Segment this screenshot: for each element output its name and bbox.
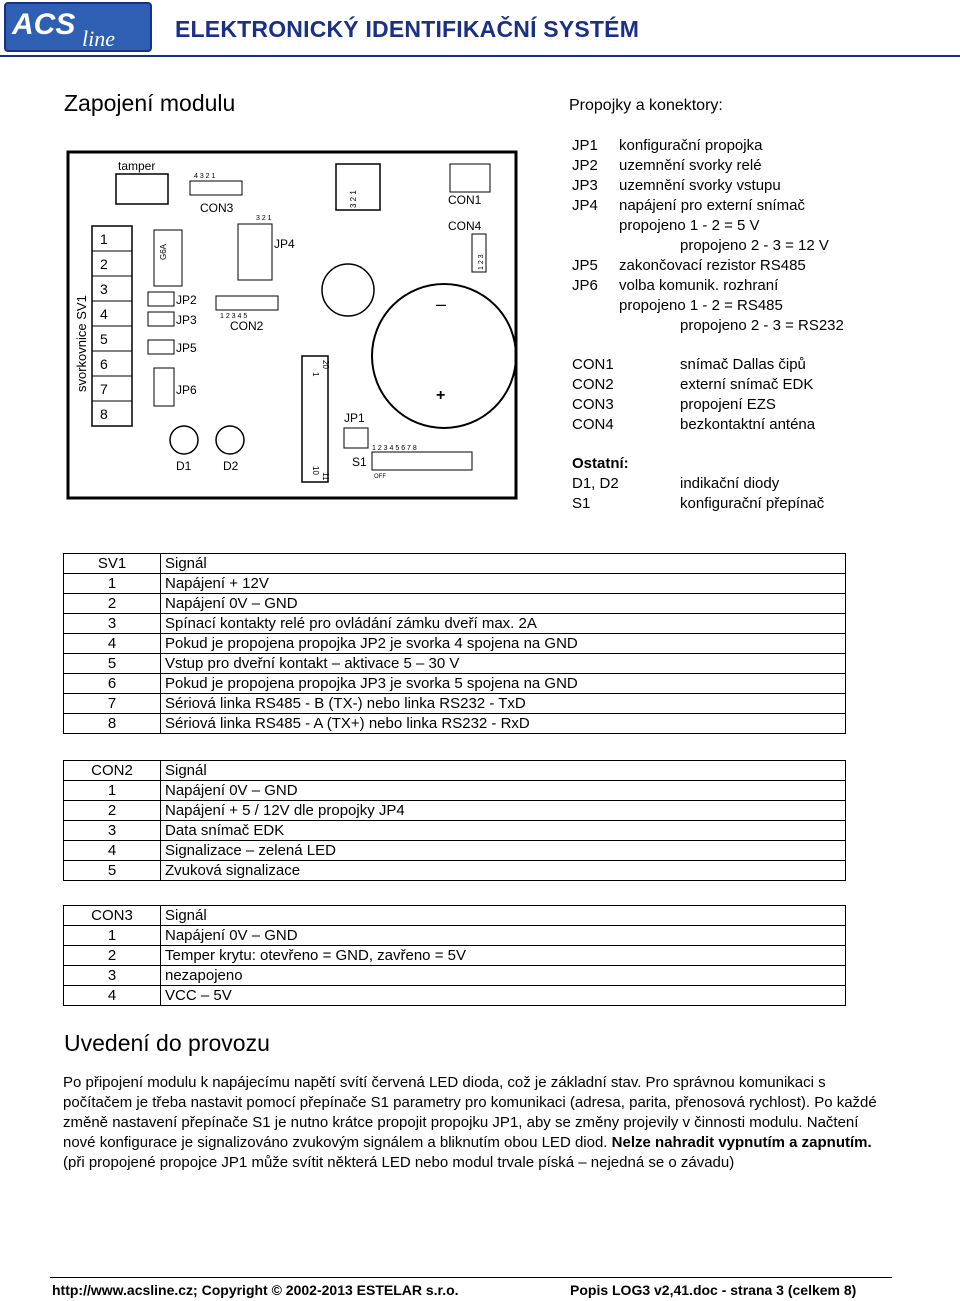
legend-desc: uzemnění svorky vstupu: [619, 177, 781, 194]
intro-paragraph: [63, 1073, 893, 1173]
footer-divider: [50, 1277, 892, 1278]
table-row: [64, 801, 846, 821]
cell-signal: Temper krytu: otevřeno = GND, zavřeno = 5V: [161, 946, 846, 966]
cell-number: 1: [64, 781, 161, 801]
legend-desc: propojeno 1 - 2 = RS485: [619, 297, 783, 314]
board-con3-pins: 4 3 2 1: [194, 173, 216, 180]
board-plus: +: [436, 387, 446, 404]
cell-signal: Napájení 0V – GND: [161, 926, 846, 946]
cell-signal: nezapojeno: [161, 966, 846, 986]
board-d1-label: D1: [176, 459, 192, 473]
cell-signal: Zvuková signalizace: [161, 861, 846, 881]
board-ic-top2: 20: [321, 360, 330, 369]
legend-desc: volba komunik. rozhraní: [619, 277, 779, 294]
board-con3-label: CON3: [200, 201, 234, 215]
board-reg-pins: 3 2 1: [349, 190, 358, 208]
table-row: [64, 674, 846, 694]
board-jp4-pins: 3 2 1: [256, 215, 272, 222]
cell-number: 1: [64, 926, 161, 946]
terminal-number: 6: [100, 356, 108, 372]
terminal-number: 1: [100, 231, 108, 247]
table-row: [64, 966, 846, 986]
terminal-number: 5: [100, 331, 108, 347]
cell-signal: Signál: [161, 761, 846, 781]
legend-desc: zakončovací rezistor RS485: [619, 257, 806, 274]
terminal-number: 3: [100, 281, 108, 297]
legend-key: JP5: [572, 257, 598, 274]
board-con1-label: CON1: [448, 193, 482, 207]
cell-number: 5: [64, 861, 161, 881]
para-text: Po připojení modulu k napájecímu napětí svítí červená LED dioda, což je základní stav. Pro správnou komunikaci s počítačem je třeba nastavit pomocí přepínače S1 parametry pro komunikaci (adresa, parita, přenosová rychlost). Po každé změně nastavení přepínače S1 je nutno krátce propojit propojku JP1, aby se změny projevily v činnosti modulu. Načtení nové konfigurace je signalizováno zvukovým signálem a bliknutím obou LED diod.: [63, 1074, 877, 1151]
legend-key: CON1: [572, 356, 614, 373]
board-sv1-label: svorkovnice SV1: [74, 295, 89, 392]
cell-signal: Vstup pro dveřní kontakt – aktivace 5 – 30 V: [161, 654, 846, 674]
header-divider: [0, 55, 960, 57]
section-title-zapojeni: Zapojení modulu: [64, 90, 236, 116]
legend-key: JP1: [572, 137, 598, 154]
legend-other-heading: Ostatní:: [572, 455, 629, 472]
legend-key: JP3: [572, 177, 598, 194]
cell-number: CON2: [64, 761, 161, 781]
cell-number: 2: [64, 594, 161, 614]
table-row: [64, 926, 846, 946]
legend-key: JP4: [572, 197, 598, 214]
cell-signal: Data snímač EDK: [161, 821, 846, 841]
header-title: ELEKTRONICKÝ IDENTIFIKAČNÍ SYSTÉM: [175, 16, 640, 42]
section-title-uvedeni: Uvedení do provozu: [64, 1030, 270, 1056]
para-note: (při propojené propojce JP1 může svítit některá LED nebo modul trvale píská – nejedná se o závadu): [63, 1154, 735, 1171]
legend-key: JP6: [572, 277, 598, 294]
legend-desc: bezkontaktní anténa: [680, 416, 816, 433]
board-con2-label: CON2: [230, 319, 264, 333]
table-row: [64, 694, 846, 714]
footer-copyright: http://www.acsline.cz; Copyright © 2002-2013 ESTELAR s.r.o.: [52, 1282, 459, 1298]
board-jp1-label: JP1: [344, 411, 365, 425]
board-s1-off: OFF: [374, 474, 386, 480]
board-con2-pins: 1 2 3 4 5: [220, 313, 248, 320]
board-jp4-label: JP4: [274, 237, 295, 251]
svg-text:line: line: [82, 26, 115, 51]
legend-key: CON2: [572, 376, 614, 393]
board-con4-label: CON4: [448, 219, 482, 233]
cell-signal: Signál: [161, 554, 846, 574]
board-s1-label: S1: [352, 455, 367, 469]
cell-number: 4: [64, 986, 161, 1006]
legend-desc: propojení EZS: [680, 396, 776, 413]
board-ic-bottom: 10: [311, 466, 320, 475]
cell-number: 1: [64, 574, 161, 594]
board-con4-pins: 1 2 3: [478, 254, 485, 270]
board-ic-bottom2: 11: [321, 472, 330, 481]
table-sv1: [63, 553, 846, 734]
table-row: [64, 574, 846, 594]
table-header-row: [64, 554, 846, 574]
table-row: [64, 821, 846, 841]
cell-signal: Sériová linka RS485 - B (TX-) nebo linka RS232 - TxD: [161, 694, 846, 714]
cell-number: 3: [64, 821, 161, 841]
acs-line-logo: [4, 2, 152, 52]
board-d2-label: D2: [223, 459, 239, 473]
cell-number: 3: [64, 966, 161, 986]
para-bold: Nelze nahradit vypnutím a zapnutím.: [611, 1134, 872, 1151]
legend-desc: konfigurační propojka: [619, 137, 763, 154]
cell-number: CON3: [64, 906, 161, 926]
legend-desc: indikační diody: [680, 475, 780, 492]
board-g6a-label: G6A: [159, 243, 168, 260]
table-row: [64, 986, 846, 1006]
board-minus: –: [436, 294, 447, 314]
table-row: [64, 594, 846, 614]
table-row: [64, 634, 846, 654]
board-jp3-label: JP3: [176, 313, 197, 327]
cell-signal: Napájení + 12V: [161, 574, 846, 594]
table-row: [64, 861, 846, 881]
legend-desc: konfigurační přepínač: [680, 495, 825, 512]
table-row: [64, 614, 846, 634]
cell-signal: Signál: [161, 906, 846, 926]
cell-signal: Signalizace – zelená LED: [161, 841, 846, 861]
table-row: [64, 841, 846, 861]
legend-desc: uzemnění svorky relé: [619, 157, 762, 174]
legend-desc: propojeno 1 - 2 = 5 V: [619, 217, 760, 234]
cell-signal: Pokud je propojena propojka JP2 je svorka 4 spojena na GND: [161, 634, 846, 654]
terminal-number: 8: [100, 406, 108, 422]
cell-number: 2: [64, 801, 161, 821]
legend-key: CON3: [572, 396, 614, 413]
cell-number: SV1: [64, 554, 161, 574]
board-s1-pins: 1 2 3 4 5 6 7 8: [372, 445, 417, 452]
terminal-number: 7: [100, 381, 108, 397]
board-tamper-label: tamper: [118, 159, 156, 173]
cell-signal: VCC – 5V: [161, 986, 846, 1006]
legend-desc: propojeno 2 - 3 = 12 V: [680, 237, 829, 254]
table-header-row: [64, 761, 846, 781]
cell-signal: Spínací kontakty relé pro ovládání zámku dveří max. 2A: [161, 614, 846, 634]
table-row: [64, 654, 846, 674]
cell-number: 2: [64, 946, 161, 966]
table-row: [64, 781, 846, 801]
terminal-number: 2: [100, 256, 108, 272]
table-header-row: [64, 906, 846, 926]
cell-signal: Napájení 0V – GND: [161, 594, 846, 614]
cell-number: 4: [64, 634, 161, 654]
cell-number: 8: [64, 714, 161, 734]
cell-signal: Napájení + 5 / 12V dle propojky JP4: [161, 801, 846, 821]
cell-signal: Napájení 0V – GND: [161, 781, 846, 801]
board-diagram: [66, 150, 518, 500]
table-con2: [63, 760, 846, 881]
legend-desc: snímač Dallas čipů: [680, 356, 806, 373]
terminal-number: 4: [100, 306, 108, 322]
board-jp2-label: JP2: [176, 293, 197, 307]
board-jp5-label: JP5: [176, 341, 197, 355]
cell-signal: Pokud je propojena propojka JP3 je svorka 5 spojena na GND: [161, 674, 846, 694]
table-con3: [63, 905, 846, 1006]
cell-number: 4: [64, 841, 161, 861]
cell-number: 3: [64, 614, 161, 634]
legend-key: CON4: [572, 416, 614, 433]
legend-key: JP2: [572, 157, 598, 174]
board-ic-top: 1: [311, 372, 320, 377]
svg-text:ACS: ACS: [12, 8, 76, 41]
cell-number: 6: [64, 674, 161, 694]
legend-key: S1: [572, 495, 591, 512]
board-jp6-label: JP6: [176, 383, 197, 397]
legend-desc: externí snímač EDK: [680, 376, 814, 393]
table-row: [64, 714, 846, 734]
legend-desc: propojeno 2 - 3 = RS232: [680, 317, 844, 334]
legend-desc: napájení pro externí snímač: [619, 197, 805, 214]
table-row: [64, 946, 846, 966]
footer-page-info: Popis LOG3 v2,41.doc - strana 3 (celkem 8): [570, 1282, 857, 1298]
cell-number: 5: [64, 654, 161, 674]
legend-heading: Propojky a konektory:: [569, 97, 723, 114]
cell-signal: Sériová linka RS485 - A (TX+) nebo linka RS232 - RxD: [161, 714, 846, 734]
cell-number: 7: [64, 694, 161, 714]
legend-key: D1, D2: [572, 475, 619, 492]
